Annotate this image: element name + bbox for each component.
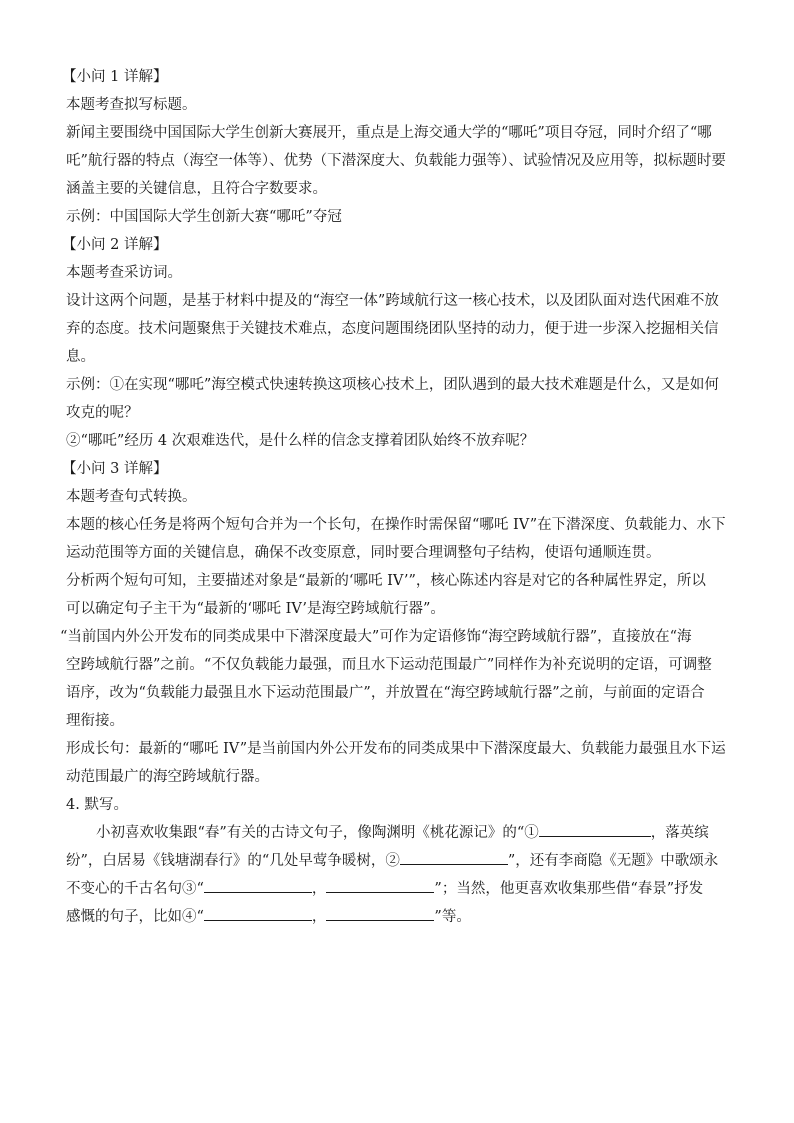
q2-paragraph-line: 弃的态度。技术问题聚焦于关键技术难点，态度问题围绕团队坚持的动力，便于进一步深入挖掘相关信 [66, 321, 719, 337]
section-heading-q1: 【小问 1 详解】 [62, 69, 168, 85]
q3-paragraph-line: 理衔接。 [66, 713, 124, 729]
q1-paragraph-line: 吒”航行器的特点（海空一体等）、优势（下潜深度大、负载能力强等）、试验情况及应用等，拟标题时要 [66, 153, 726, 169]
answer-content [60, 63, 728, 931]
q3-answer-line: 动范围最广的海空跨域航行器。 [66, 769, 269, 785]
fill-blank-1[interactable] [539, 821, 651, 837]
q4-line [66, 875, 728, 903]
question-4-heading: 4. 默写。 [66, 797, 128, 813]
fill-blank-4a[interactable] [204, 905, 312, 921]
q3-paragraph-line: 空跨域航行器”之前。“不仅负载能力最强，而且水下运动范围最广”同样作为补充说明的定语，可调整 [66, 657, 712, 673]
q4-line [66, 819, 728, 847]
fill-blank-3a[interactable] [204, 877, 312, 893]
q3-paragraph-line: “当前国内外公开发布的同类成果中下潜深度最大”可作为定语修饰“海空跨域航行器”，直接放在“海 [60, 629, 692, 645]
q2-topic: 本题考查采访词。 [66, 265, 182, 281]
section-heading-q3: 【小问 3 详解】 [62, 461, 168, 477]
q4-line [66, 847, 728, 875]
q4-line [66, 903, 728, 931]
q4-text: ”等。 [434, 909, 471, 925]
q2-paragraph-line: 设计这两个问题，是基于材料中提及的“海空一体”跨域航行这一核心技术，以及团队面对迭代困难不放 [66, 293, 719, 309]
q3-paragraph-line: 分析两个短句可知，主要描述对象是“最新的‘哪吒 IV’”，核心陈述内容是对它的各种属性界定，所以 [66, 573, 706, 589]
q3-answer-line: 形成长句：最新的“哪吒 IV”是当前国内外公开发布的同类成果中下潜深度最大、负载能力最强且水下运 [66, 741, 726, 757]
q3-paragraph-line: 可以确定句子主干为“最新的‘哪吒 IV’是海空跨域航行器”。 [66, 601, 445, 617]
q4-text: ， [311, 881, 327, 897]
q1-example: 示例：中国国际大学生创新大赛“哪吒”夺冠 [66, 209, 342, 225]
q4-text: ”；当然，他更喜欢收集那些借“春景”抒发 [434, 881, 704, 897]
q4-text: 不变心的千古名句③“ [66, 881, 204, 897]
fill-blank-3b[interactable] [326, 877, 434, 893]
q2-example-line: 攻克的呢？ [66, 405, 139, 421]
q4-text: 感慨的句子，比如④“ [66, 909, 204, 925]
q3-paragraph-line: 语序，改为“负载能力最强且水下运动范围最广”，并放置在“海空跨域航行器”之前，与前面的定语合 [66, 685, 705, 701]
q4-text: ， [311, 909, 327, 925]
q3-paragraph-line: 运动范围等方面的关键信息，确保不改变原意，同时要合理调整句子结构，使语句通顺连贯。 [66, 545, 661, 561]
fill-blank-4b[interactable] [326, 905, 434, 921]
q1-paragraph-line: 新闻主要围绕中国国际大学生创新大赛展开，重点是上海交通大学的“哪吒”项目夺冠，同时介绍了“哪 [66, 125, 712, 141]
q4-text: 纷”，白居易《钱塘湖春行》的“几处早莺争暖树，② [66, 853, 400, 869]
q1-paragraph-line: 涵盖主要的关键信息，且符合字数要求。 [66, 181, 327, 197]
q3-paragraph-line: 本题的核心任务是将两个短句合并为一个长句，在操作时需保留“哪吒 IV”在下潜深度、负载能力、水下 [66, 517, 726, 533]
q4-text: ”，还有李商隐《无题》中歌颂永 [507, 853, 719, 869]
q1-topic: 本题考查拟写标题。 [66, 97, 197, 113]
q4-text: ，落英缤 [650, 825, 709, 841]
q2-example-line: 示例：①在实现“哪吒”海空模式快速转换这项核心技术上，团队遇到的最大技术难题是什么，又是如何 [66, 377, 719, 393]
section-heading-q2: 【小问 2 详解】 [62, 237, 168, 253]
q2-example-line: ②“哪吒”经历 4 次艰难迭代，是什么样的信念支撑着团队始终不放弃呢？ [66, 433, 535, 449]
fill-blank-2[interactable] [400, 849, 508, 865]
q2-paragraph-line: 息。 [66, 349, 95, 365]
q3-topic: 本题考查句式转换。 [66, 489, 197, 505]
q4-text: 小初喜欢收集跟“春”有关的古诗文句子，像陶渊明《桃花源记》的“① [96, 825, 539, 841]
